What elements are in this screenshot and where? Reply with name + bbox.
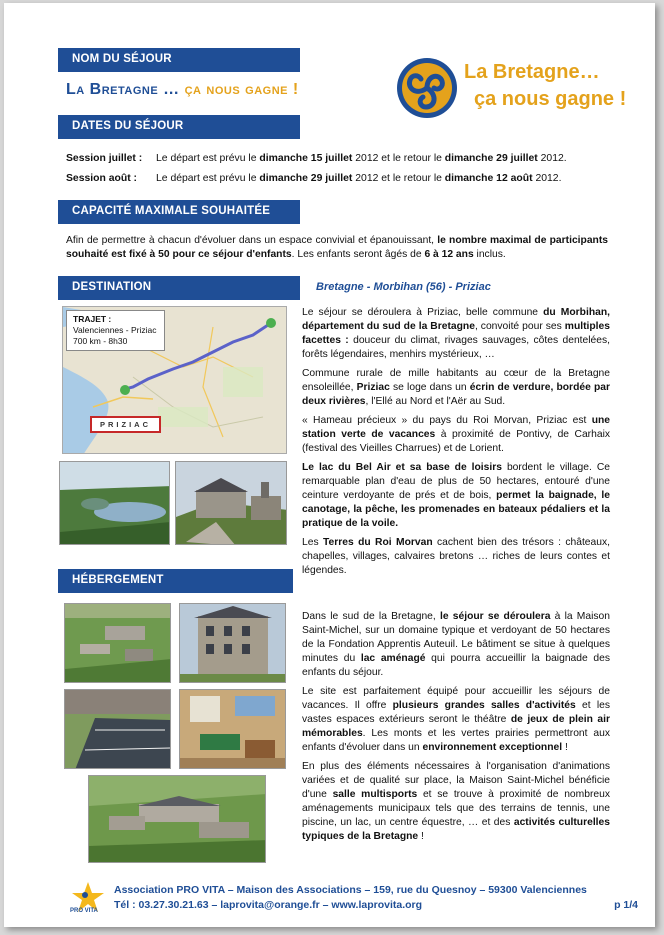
bold-text: Terres du Roi Morvan [322,537,433,548]
bold-text: Priziac [356,382,390,393]
bretagne-logo [394,53,644,123]
bold-text: du Morbihan, département du sud de la Bretagne [302,307,610,332]
footer-contact: Tél : 03.27.30.21.63 – laprovita@orange.fr – www.laprovita.org [114,899,423,911]
bold-text: écrin de verdure, bordée par deux rivières [302,382,610,407]
session-label: Session juillet : [66,153,143,164]
text: bordent le village. Ce remarquable plan d'eau de plus de 50 hectares, entouré d'une ceinture verdoyante de prés et de bois, [302,462,610,501]
page-number: p 1/4 [614,899,638,911]
session-date: dimanche 29 juillet [444,153,538,164]
capacite-text: inclus. [473,249,506,260]
destination-location: Bretagne - Morbihan (56) - Priziac [316,281,491,293]
text: et les vastes espaces extérieurs seront le théâtre [302,700,610,725]
map-location-label: PRIZIAC [90,416,161,433]
session-label: Session août : [66,173,138,184]
section-header-capacite: CAPACITÉ MAXIMALE SOUHAITÉE [58,200,300,224]
paragraph [302,414,610,456]
title-part1: La Bretagne … [66,81,180,98]
text: à la Maison Saint-Michel, sur un domaine typique et verdoyant de 50 hectares de la Fondation Apprentis Auteuil. Le bâtiment se situe à quelques minutes du [302,611,610,664]
section-header-dates: DATES DU SÉJOUR [58,115,300,139]
triskel-icon [394,55,460,121]
session-text: 2012 et le retour le [352,173,445,184]
section-header-hebergement: HÉBERGEMENT [58,569,293,593]
section-header-destination: DESTINATION [58,276,300,300]
text: « Hameau précieux » du pays du Roi Morvan, Priziac est [302,415,592,426]
bold-text: lac aménagé [360,653,426,664]
session-text: 2012 et le retour le [352,153,445,164]
text: se loge dans un [389,382,470,393]
paragraph [302,610,610,680]
capacite-text: . Les enfants seront âgés de [291,249,425,260]
text: cachent bien des trésors : châteaux, chapelles, villages, calvaires bretons … riches de leurs contes et légendes. [302,537,610,576]
session-text: Le départ est prévu le [156,173,260,184]
session-date: dimanche 12 août [444,173,533,184]
destination-text [302,306,610,583]
logo-text [464,59,626,113]
paragraph [302,306,610,362]
capacite-text: Afin de permettre à chacun d'évoluer dans un espace convivial et épanouissant, [66,235,438,246]
bold-text: une station verte de vacances [302,415,610,440]
footer-address: Association PRO VITA – Maison des Associations – 159, rue du Quesnoy – 59300 Valenciennes [114,884,587,896]
trajet-box [66,310,165,351]
trajet-route: Valenciennes - Priziac [73,325,157,335]
text: ! [562,742,568,753]
paragraph [302,536,610,578]
sports-court-photo [64,689,171,769]
bold-text: activités culturelles typiques de la Bretagne [302,817,610,842]
capacite-paragraph [66,234,608,262]
bold-text: de jeux de plein air mémorables [302,714,610,739]
session-text: 2012. [537,153,567,164]
bold-text: Le lac du Bel Air et sa base de loisirs [302,462,502,473]
provita-logo-label: PRO VITA [70,908,98,914]
text: Commune rurale de mille habitants au cœur de la Bretagne ensoleillée, [302,368,610,393]
text: et se trouve à proximité de nombreux aménagements municipaux tels que des terrains de tennis, une piscine, un lac, un centre équestre, … et des [302,789,610,828]
text: Le séjour se déroulera à Priziac, belle commune [302,307,544,318]
session-date: dimanche 15 juillet [259,153,353,164]
text: douceur du climat, rivages sauvages, côtes dentelées, forêts légendaires, menhirs mystérieux, … [302,335,611,360]
text: En plus des éléments nécessaires à l'organisation d'animations variées et de qualité sur place, la Maison Saint-Michel bénéficie d'une [302,761,610,800]
text: Le site est parfaitement équipé pour accueillir les séjours de vacances. Il offre [302,686,610,711]
logo-line-2: ça nous gagne ! [474,88,627,110]
document-page [4,3,655,927]
paragraph [302,461,610,531]
session-aout [66,173,561,184]
bold-text: multiples facettes : [302,321,610,346]
section-header-nom: NOM DU SÉJOUR [58,48,300,72]
text: , l'Ellé au Nord et l'Aër au Sud. [365,396,506,407]
session-text: 2012. [532,173,562,184]
session-text: Le départ est prévu le [156,153,260,164]
session-date: dimanche 29 juillet [259,173,353,184]
text: à proximité de Pontivy, de Carhaix (festival des Vieilles Charrues) et de Lorient. [302,429,611,454]
paragraph [302,760,610,844]
lake-photo [59,461,170,545]
saint-michel-aerial-photo [88,775,266,863]
activity-room-photo [179,689,286,769]
bold-text: plusieurs grandes salles d'activités [392,700,576,711]
chateau-photo [175,461,287,545]
text: qui pourra accueillir la baignade des enfants du séjour. [302,653,610,678]
title-part2: ça nous gagne ! [184,81,299,98]
text: , convoité pour ses [474,321,565,332]
session-juillet [66,153,567,164]
trajet-title: TRAJET : [73,314,112,324]
bold-text: environnement exceptionnel [422,742,563,753]
hebergement-text [302,610,610,849]
capacite-bold: le nombre maximal de participants souhaité est fixé à 50 pour ce séjour d'enfants [66,235,608,260]
domain-aerial-photo [64,603,171,683]
capacite-bold: 6 à 12 ans [424,249,474,260]
bold-text: salle multisports [332,789,418,800]
trajet-distance: 700 km - 8h30 [73,336,128,346]
text: Les [302,537,323,548]
text: ! [418,831,424,842]
text: Dans le sud de la Bretagne, [302,611,440,622]
route-map [62,306,287,454]
paragraph [302,685,610,755]
maison-photo [179,603,286,683]
bold-text: permet la baignade, le canotage, la pêche, les promenades en bateaux pédaliers et la pratique de la voile. [302,490,610,529]
text: . Les monts et les vertes prairies permettront aux enfants d'évoluer dans un [302,728,610,753]
bold-text: le séjour se déroulera [439,611,551,622]
paragraph [302,367,610,409]
page-title [66,81,299,99]
logo-line-1: La Bretagne… [464,61,600,83]
